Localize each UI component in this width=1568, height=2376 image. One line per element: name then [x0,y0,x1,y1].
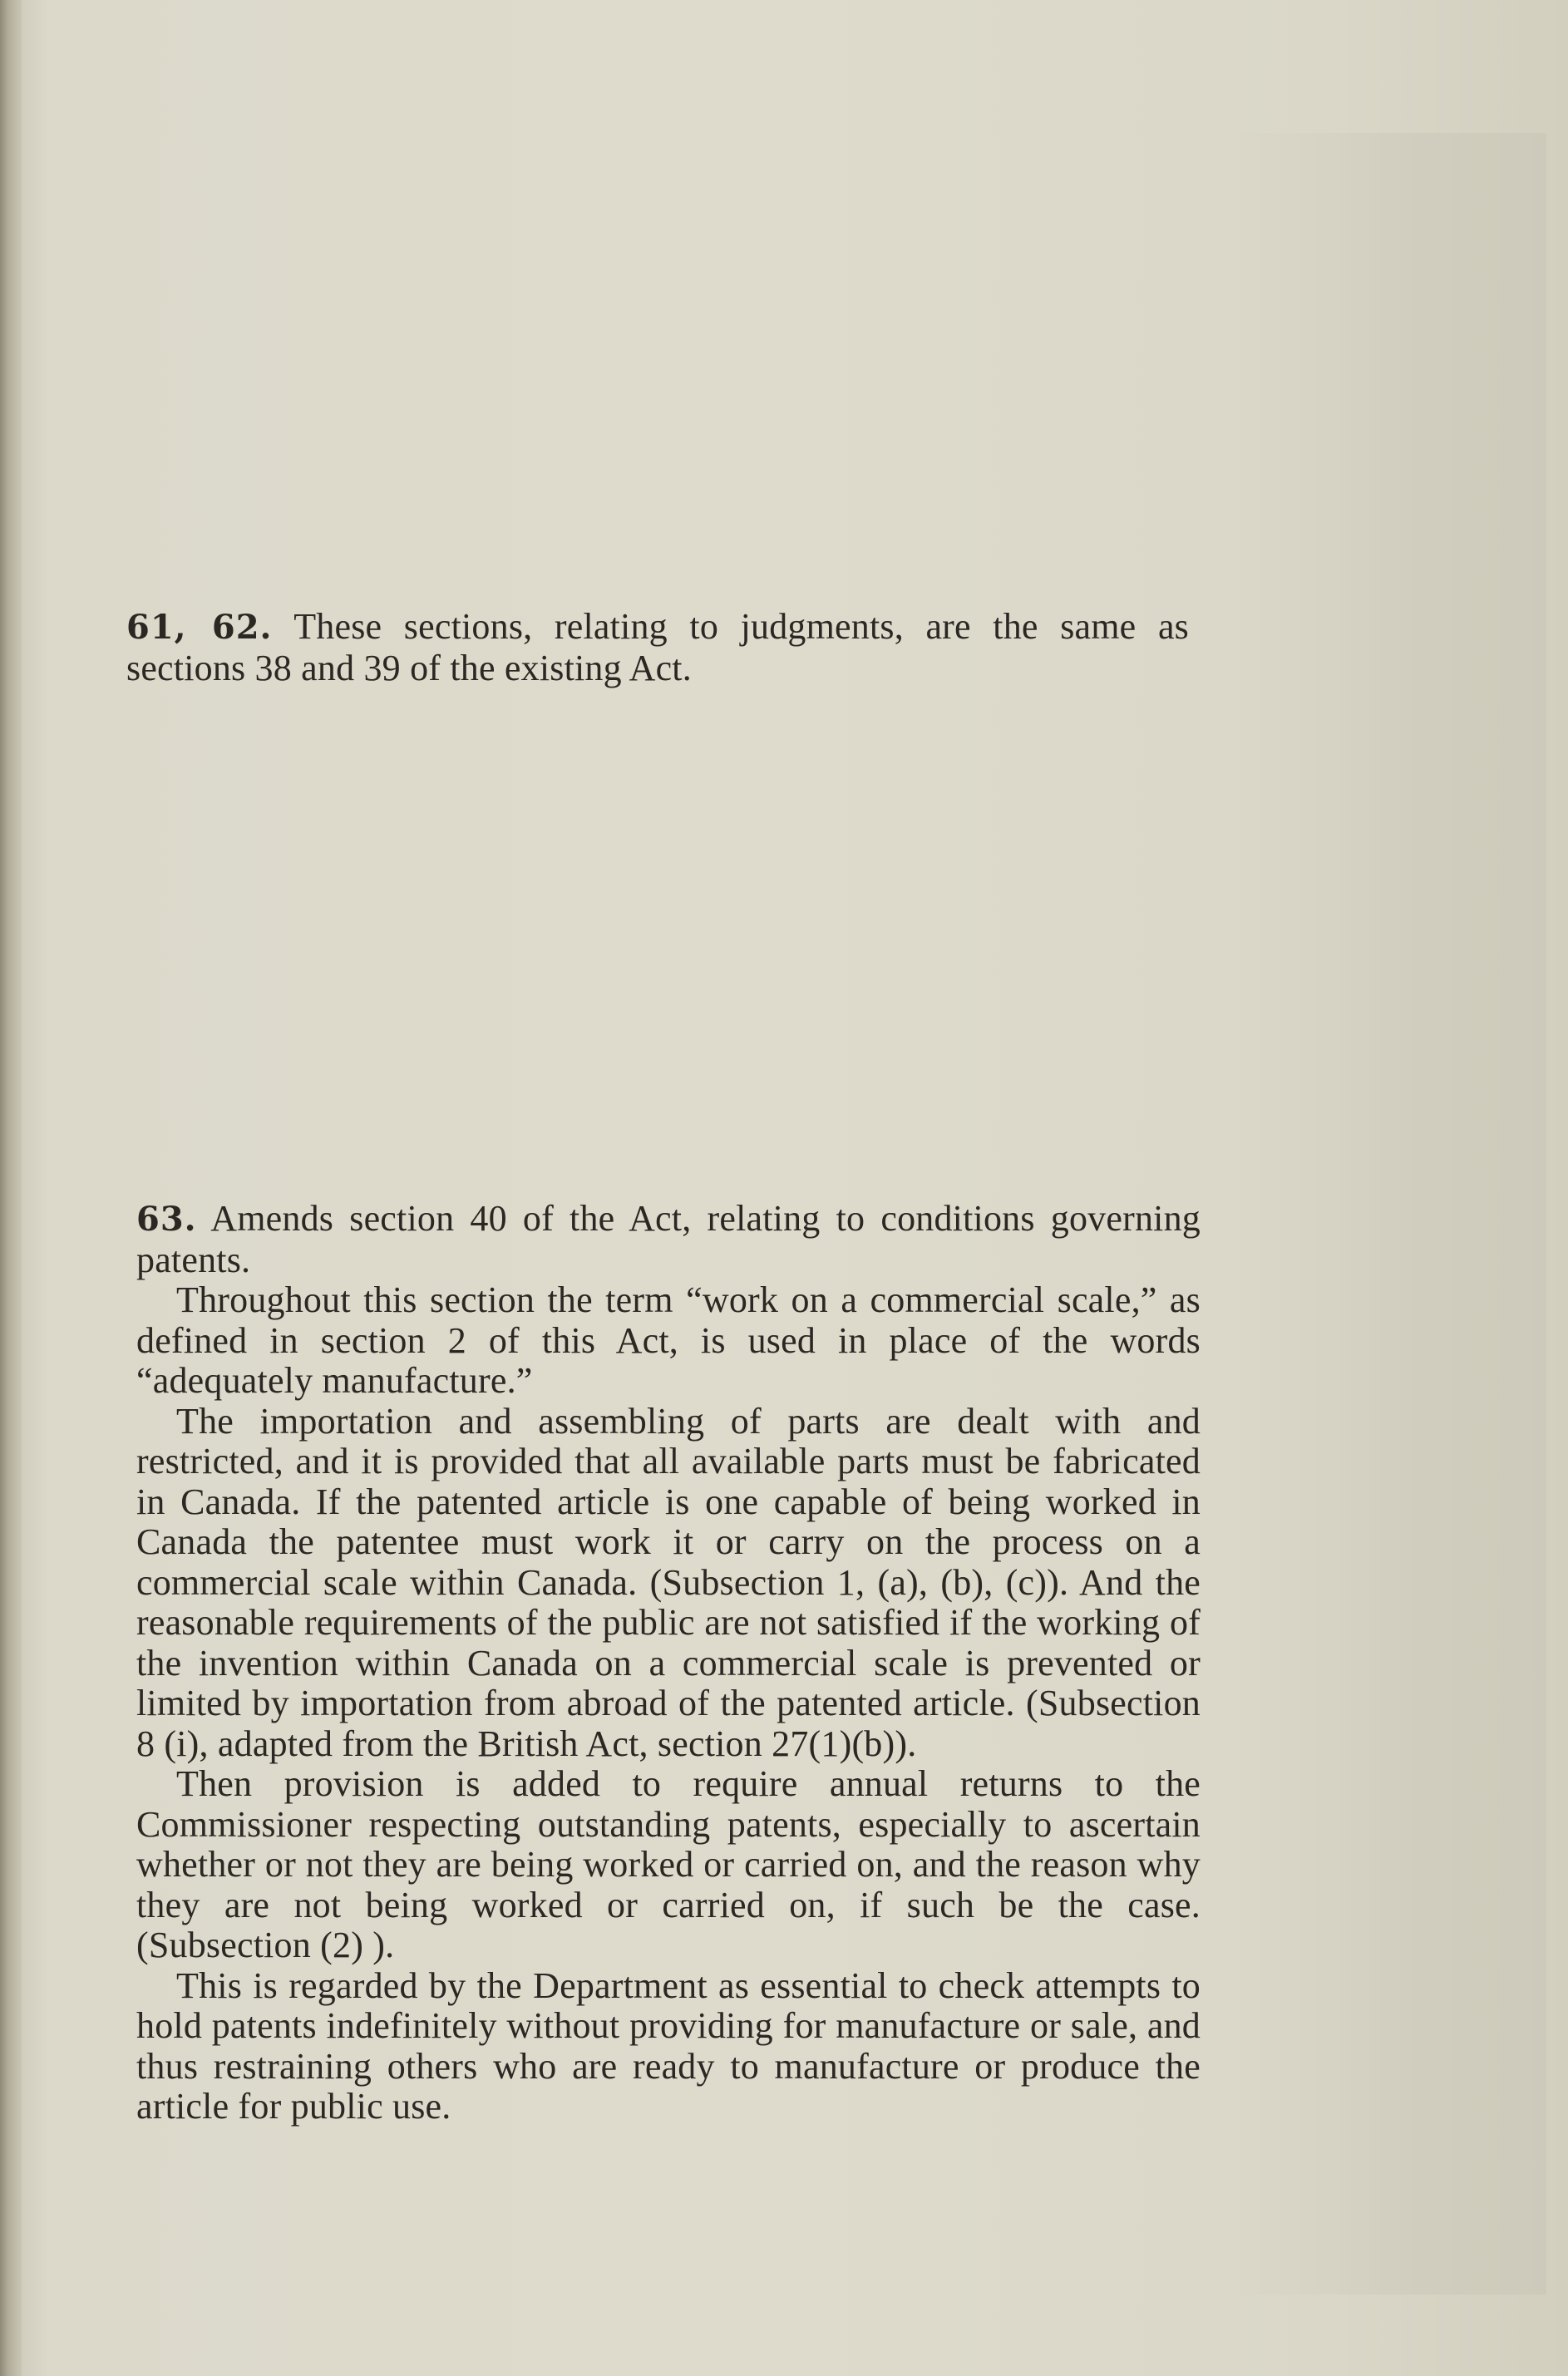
page-shading [1230,133,1546,2295]
book-spine-shadow [0,0,22,2376]
section-61-62-paragraph [126,607,1189,688]
section-63-paragraph-2: Throughout this section the term “work on a commercial scale,” as defined in section 2 of this Act, is used in place of the words “adequately manufacture.” [136,1279,1201,1401]
section-63-paragraph-3: The importation and assembling of parts are dealt with and restricted, and it is provided that all available parts must be fabricated in Canada. If the patented article is one capable of being worked in Canada the patentee must work it or carry on the process on a commercial scale within Canada. (Subsection 1, (a), (b), (c)). And the reasonable requirements of the public are not satisfied if the working of the invention within Canada on a commercial scale is prevented or limited by importation from abroad of the patented article. (Subsection 8 (i), adapted from the British Act, section 27(1)(b)). [136,1400,1201,1764]
section-61-62-block [126,607,1189,688]
section-63-paragraph-4: Then provision is added to require annual returns to the Commissioner respecting outstanding patents, especially to ascertain whether or not they are being worked or carried on, and the reason why they are not being worked or carried on, if such be the case. (Subsection (2) ). [136,1763,1201,1965]
section-number: 61, 62. [126,608,273,647]
section-63-paragraph-5: This is regarded by the Department as essential to check attempts to hold patents indefinitely without providing for manufacture or sale, and thus restraining others who are ready to manufacture or produce the article for public use. [136,1964,1201,2127]
section-text: Amends section 40 of the Act, relating to conditions governing patents. [136,1198,1201,1280]
section-63-block [136,1199,1201,2127]
section-text: These sections, relating to judgments, are the same as sections 38 and 39 of the existing Act. [126,606,1189,688]
section-number: 63. [136,1200,197,1239]
section-63-paragraph-1 [136,1199,1201,1280]
